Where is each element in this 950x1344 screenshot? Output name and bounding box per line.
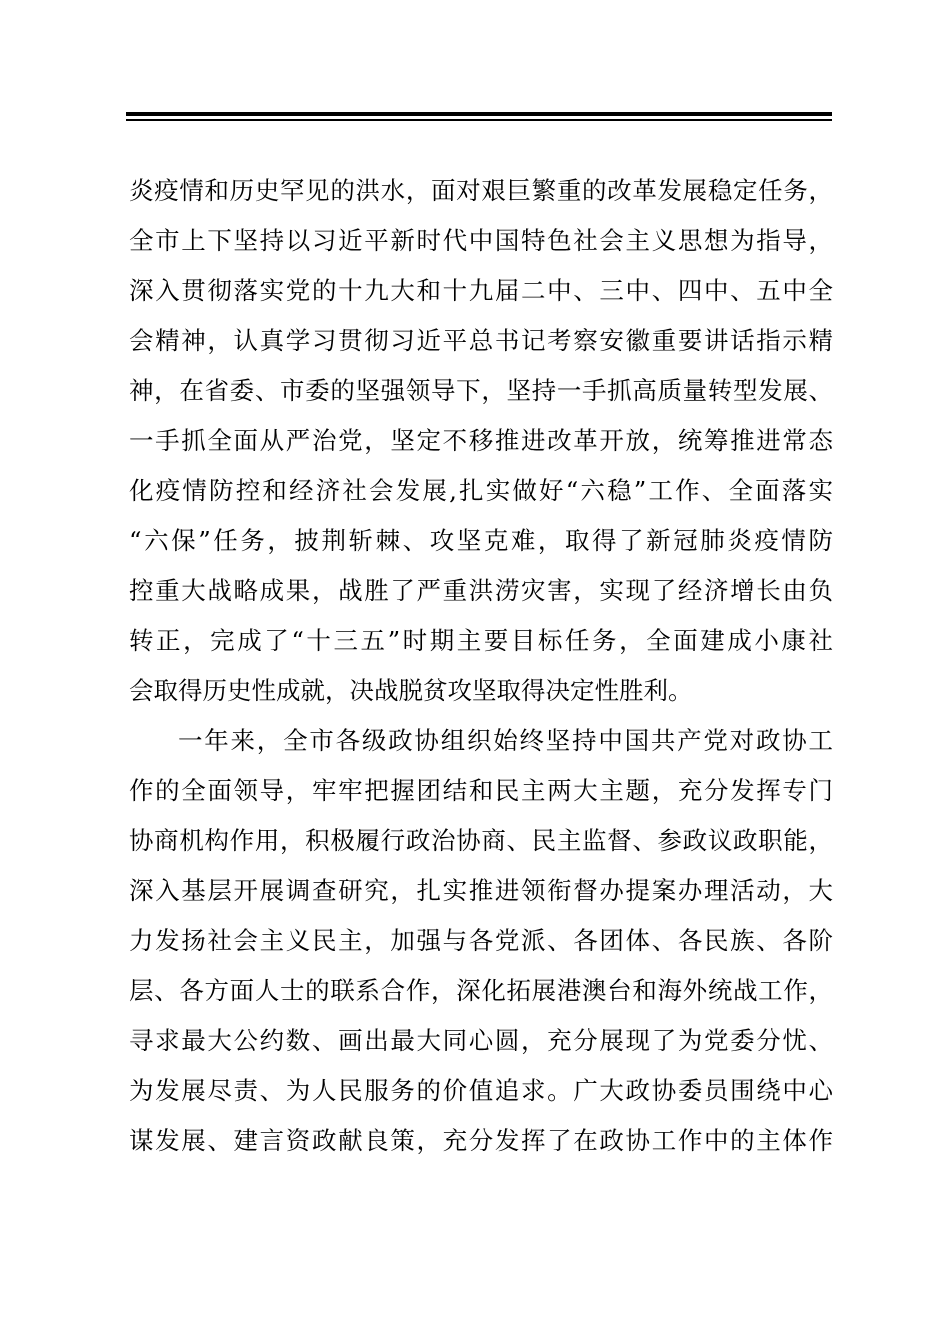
- text-line: 全市上下坚持以习近平新时代中国特色社会主义思想为指导，: [129, 226, 833, 255]
- text-line: 一手抓全面从严治党，坚定不移推进改革开放，统筹推进常态: [129, 426, 833, 455]
- text-line: 转正，完成了“十三五”时期主要目标任务，全面建成小康社: [129, 626, 833, 655]
- text-line: 为发展尽责、为人民服务的价值追求。广大政协委员围绕中心: [129, 1076, 833, 1105]
- text-line: 炎疫情和历史罕见的洪水，面对艰巨繁重的改革发展稳定任务，: [129, 176, 833, 205]
- text-line: 深入基层开展调查研究，扎实推进领衔督办提案办理活动，大: [129, 876, 833, 905]
- text-line: 化疫情防控和经济社会发展,扎实做好“六稳”工作、全面落实: [129, 476, 833, 505]
- body-text: [129, 166, 833, 1166]
- header-rule-thin: [126, 119, 832, 121]
- text-line: 协商机构作用，积极履行政治协商、民主监督、参政议政职能，: [129, 826, 833, 855]
- text-line: 力发扬社会主义民主，加强与各党派、各团体、各民族、各阶: [129, 926, 833, 955]
- text-line: 寻求最大公约数、画出最大同心圆，充分展现了为党委分忧、: [129, 1026, 833, 1055]
- paragraph-1: [129, 166, 833, 716]
- text-line: 神，在省委、市委的坚强领导下，坚持一手抓高质量转型发展、: [129, 376, 833, 405]
- text-line: 层、各方面人士的联系合作，深化拓展港澳台和海外统战工作，: [129, 976, 833, 1005]
- text-line: 深入贯彻落实党的十九大和十九届二中、三中、四中、五中全: [129, 276, 833, 305]
- text-line-indented: 一年来，全市各级政协组织始终坚持中国共产党对政协工: [178, 726, 833, 755]
- text-line: 会取得历史性成就，决战脱贫攻坚取得决定性胜利。: [129, 676, 693, 705]
- text-line: 谋发展、建言资政献良策，充分发挥了在政协工作中的主体作: [129, 1126, 833, 1155]
- header-double-rule: [126, 112, 832, 122]
- text-line: “六保”任务，披荆斩棘、攻坚克难，取得了新冠肺炎疫情防: [129, 526, 833, 555]
- header-rule-thick: [126, 112, 832, 116]
- text-line: 作的全面领导，牢牢把握团结和民主两大主题，充分发挥专门: [129, 776, 833, 805]
- text-line: 控重大战略成果，战胜了严重洪涝灾害，实现了经济增长由负: [129, 576, 833, 605]
- text-line: 会精神，认真学习贯彻习近平总书记考察安徽重要讲话指示精: [129, 326, 833, 355]
- paragraph-2: [129, 716, 833, 1166]
